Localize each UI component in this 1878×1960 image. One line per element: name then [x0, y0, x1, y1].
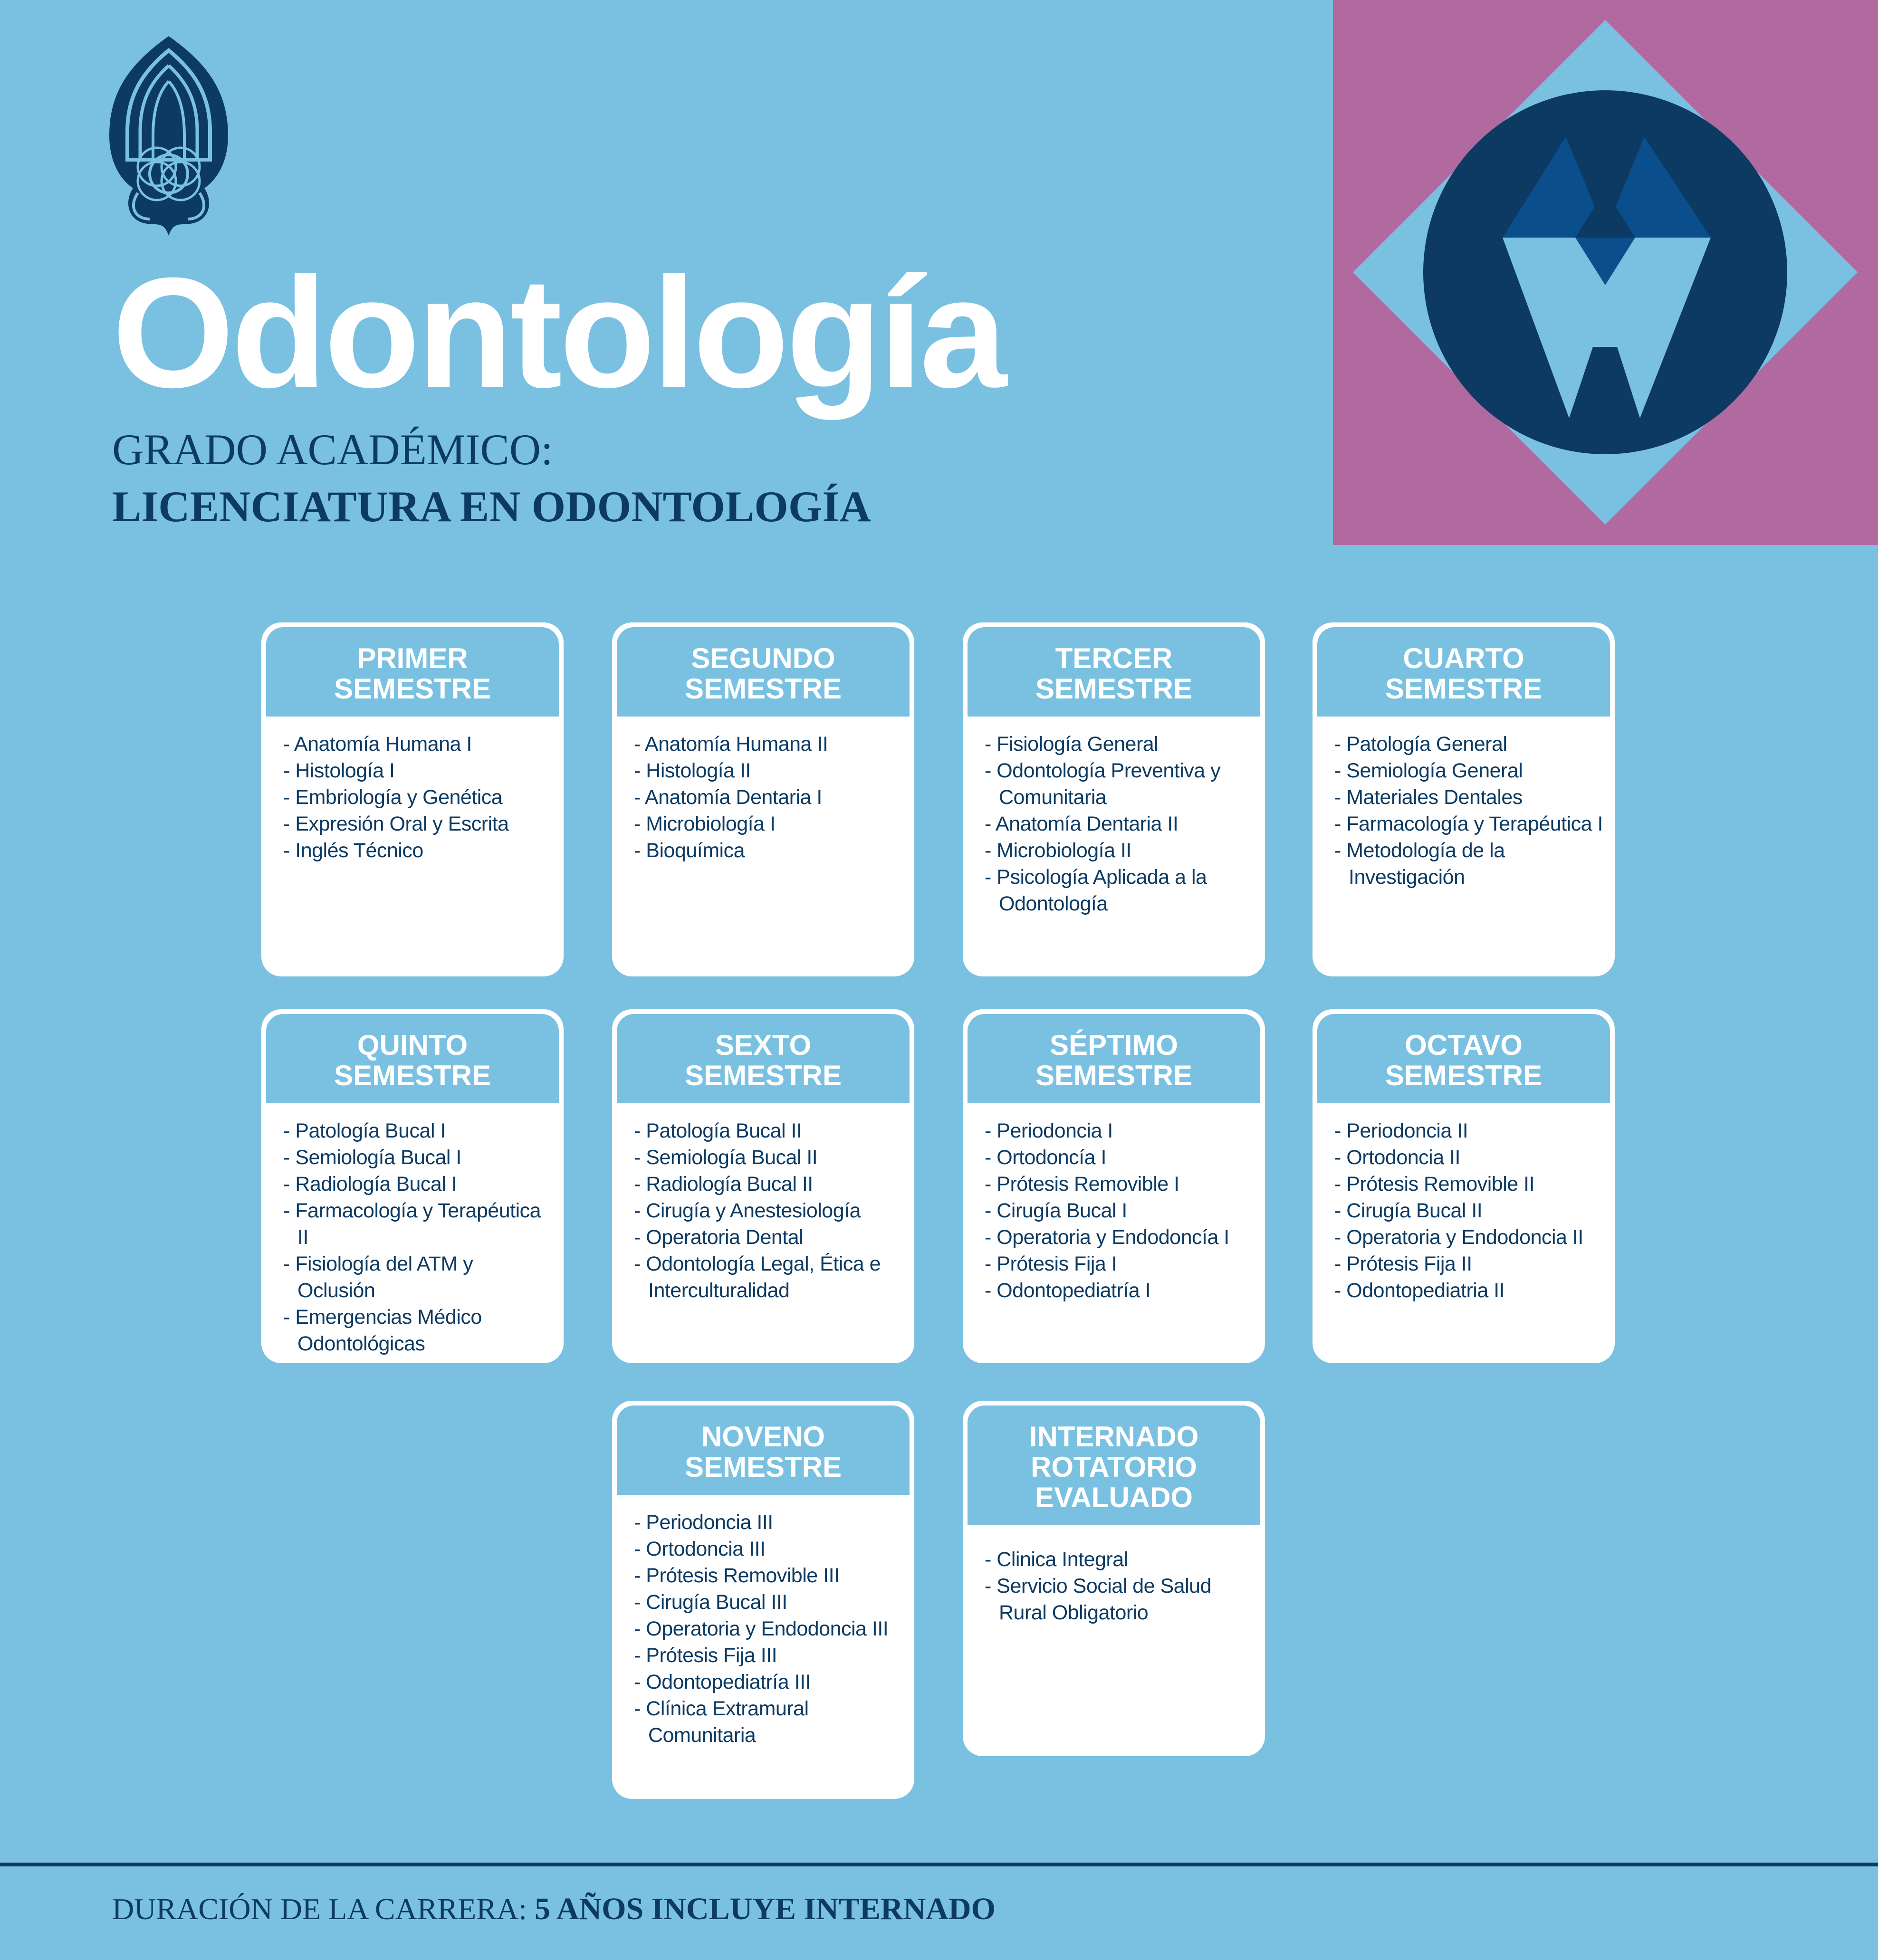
course-item: - Odontopediatria II: [1334, 1277, 1603, 1304]
semester-title-line: SEMESTRE: [1385, 1060, 1543, 1091]
semester-title-line: SEGUNDO: [691, 642, 835, 674]
course-item: - Cirugía y Anestesiología: [634, 1197, 903, 1224]
page-title: Odontología: [112, 245, 1004, 420]
course-item: - Ortodoncia II: [1334, 1144, 1603, 1171]
course-item: - Fisiología General: [985, 731, 1254, 757]
course-item: - Microbiología II: [985, 837, 1254, 864]
tooth-emblem-icon: [1333, 0, 1878, 545]
semester-title-line: OCTAVO: [1405, 1029, 1523, 1061]
course-item: - Anatomía Dentaria II: [985, 811, 1254, 837]
course-item: - Prótesis Removible III: [634, 1562, 903, 1589]
course-item: - Anatomía Dentaria I: [634, 784, 903, 811]
course-item: - Anatomía Humana II: [634, 731, 903, 757]
course-item: - Radiología Bucal I: [283, 1171, 552, 1197]
footer-divider: [0, 1863, 1878, 1866]
semester-title-line: CUARTO: [1403, 642, 1524, 674]
course-item: - Fisiología del ATM y Oclusión: [283, 1251, 552, 1304]
duration-label: DURACIÓN DE LA CARRERA:: [112, 1892, 527, 1926]
duration-value: 5 AÑOS INCLUYE INTERNADO: [534, 1892, 996, 1926]
semester-card-header: [617, 627, 910, 717]
course-item: - Prótesis Fija III: [634, 1642, 903, 1669]
course-list: [965, 1103, 1263, 1304]
semester-title-line: SEMESTRE: [1035, 673, 1193, 705]
degree-label: GRADO ACADÉMICO:: [112, 425, 553, 474]
semester-title-line: SEMESTRE: [334, 673, 491, 705]
course-item: - Odontopediatría III: [634, 1669, 903, 1695]
semester-card: [1313, 622, 1615, 976]
course-item: - Odontología Preventiva y Comunitaria: [985, 757, 1254, 811]
semester-title-line: QUINTO: [357, 1029, 468, 1061]
course-item: - Periodoncia III: [634, 1509, 903, 1536]
course-item: - Farmacología y Terapéutica II: [283, 1197, 552, 1251]
semester-title-line: TERCER: [1055, 642, 1173, 674]
semester-card-header: [968, 1405, 1260, 1525]
course-item: - Materiales Dentales: [1334, 784, 1603, 811]
course-item: - Periodoncia II: [1334, 1118, 1603, 1144]
course-item: - Anatomía Humana I: [283, 731, 552, 757]
course-item: - Odontopediatría I: [985, 1277, 1254, 1304]
course-item: - Odontología Legal, Ética e Interculturalidad: [634, 1251, 903, 1304]
course-item: - Patología Bucal I: [283, 1118, 552, 1144]
course-item: - Clínica Extramural Comunitaria: [634, 1695, 903, 1749]
course-item: - Embriología y Genética: [283, 784, 552, 811]
course-item: - Inglés Técnico: [283, 837, 552, 864]
semester-card: [612, 1009, 914, 1363]
degree-value: LICENCIATURA EN ODONTOLOGÍA: [112, 482, 871, 531]
semester-title-line: SEMESTRE: [684, 1060, 842, 1091]
course-item: - Semiología Bucal II: [634, 1144, 903, 1171]
semester-title-line: SEMESTRE: [334, 1060, 491, 1091]
course-item: - Prótesis Removible II: [1334, 1171, 1603, 1197]
course-item: - Prótesis Removible I: [985, 1171, 1254, 1197]
semester-title-line: SEMESTRE: [1385, 673, 1543, 705]
course-item: - Microbiología I: [634, 811, 903, 837]
semester-title-line: SEMESTRE: [1035, 1060, 1193, 1091]
course-item: - Clinica Integral: [985, 1546, 1254, 1573]
course-list: [1314, 1103, 1613, 1304]
duration-footer: [112, 1893, 996, 1925]
course-item: - Operatoria y Endodoncía I: [985, 1224, 1254, 1251]
semester-card-header: [266, 1014, 559, 1103]
course-item: - Semiología Bucal I: [283, 1144, 552, 1171]
semester-card-header: [968, 1014, 1260, 1103]
course-item: - Cirugía Bucal II: [1334, 1197, 1603, 1224]
semester-title-line: PRIMER: [357, 642, 468, 674]
course-list: [263, 1103, 562, 1357]
course-item: - Farmacología y Terapéutica I: [1334, 811, 1603, 837]
semester-card-header: [617, 1014, 910, 1103]
semester-title-line: INTERNADO: [1029, 1421, 1199, 1453]
semester-card-header: [968, 627, 1260, 717]
course-item: - Histología I: [283, 757, 552, 784]
semester-card-header: [1317, 1014, 1610, 1103]
course-list: [1314, 717, 1613, 890]
semester-card-header: [617, 1405, 910, 1495]
course-item: - Operatoria Dental: [634, 1224, 903, 1251]
semester-card: [261, 1009, 564, 1363]
course-item: - Ortodoncia III: [634, 1536, 903, 1562]
semester-card: [963, 622, 1265, 976]
semester-title-line: SÉPTIMO: [1049, 1029, 1179, 1061]
course-item: - Prótesis Fija I: [985, 1251, 1254, 1277]
semester-title-line: NOVENO: [701, 1421, 825, 1453]
semester-title-line: ROTATORIO: [1031, 1451, 1197, 1483]
internship-card: [963, 1401, 1265, 1756]
semester-title-line: SEXTO: [715, 1029, 812, 1061]
course-item: - Semiología General: [1334, 757, 1603, 784]
semester-card: [963, 1009, 1265, 1363]
semester-card: [612, 622, 914, 976]
course-item: - Cirugía Bucal I: [985, 1197, 1254, 1224]
course-item: - Patología General: [1334, 731, 1603, 757]
course-list: [614, 1495, 912, 1749]
course-item: - Operatoria y Endodoncia III: [634, 1616, 903, 1642]
semester-card-header: [1317, 627, 1610, 717]
course-list: [614, 717, 912, 864]
course-item: - Emergencias Médico Odontológicas: [283, 1304, 552, 1357]
course-list: [263, 717, 562, 864]
course-item: - Psicología Aplicada a la Odontología: [985, 864, 1254, 917]
semester-card: [261, 622, 564, 976]
semester-card-header: [266, 627, 559, 717]
course-item: - Bioquímica: [634, 837, 903, 864]
course-item: - Operatoria y Endodoncia II: [1334, 1224, 1603, 1251]
course-item: - Periodoncia I: [985, 1118, 1254, 1144]
course-item: - Radiología Bucal II: [634, 1171, 903, 1197]
semester-card: [1313, 1009, 1615, 1363]
course-item: - Patología Bucal II: [634, 1118, 903, 1144]
course-item: - Expresión Oral y Escrita: [283, 811, 552, 837]
semester-title-line: SEMESTRE: [684, 1451, 842, 1483]
semester-title-line: SEMESTRE: [684, 673, 842, 705]
course-item: - Prótesis Fija II: [1334, 1251, 1603, 1277]
semester-title-line: EVALUADO: [1035, 1482, 1193, 1513]
course-item: - Cirugía Bucal III: [634, 1589, 903, 1616]
semester-card: [612, 1401, 914, 1799]
course-list: [965, 717, 1263, 917]
course-list: [965, 1525, 1263, 1626]
course-item: - Metodología de la Investigación: [1334, 837, 1603, 890]
course-list: [614, 1103, 912, 1304]
course-item: - Histología II: [634, 757, 903, 784]
course-item: - Servicio Social de Salud Rural Obligatorio: [985, 1573, 1254, 1626]
university-logo: [109, 36, 228, 236]
course-item: - Ortodoncía I: [985, 1144, 1254, 1171]
